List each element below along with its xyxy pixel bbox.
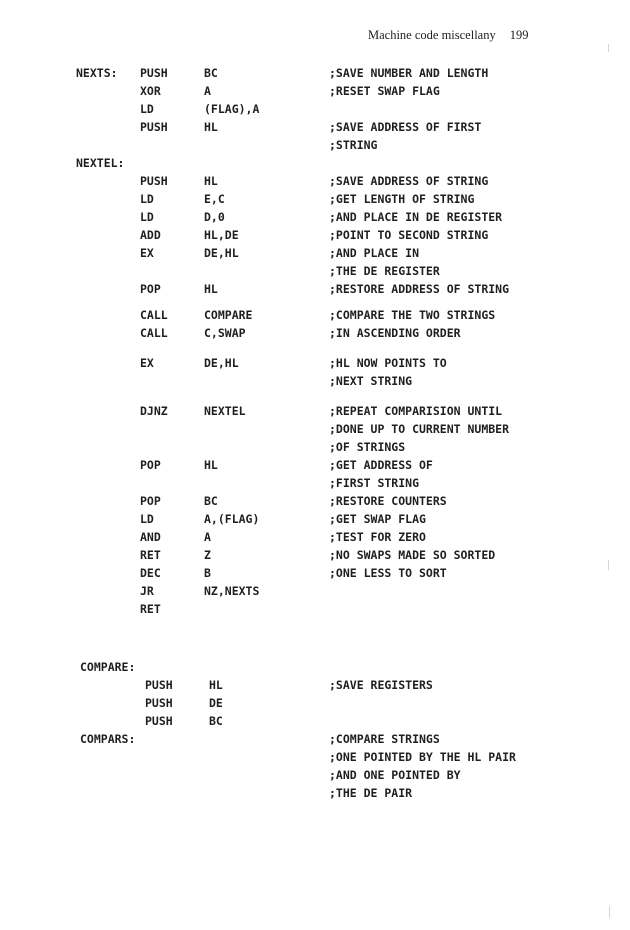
code-comment: ;IN ASCENDING ORDER <box>329 326 461 340</box>
code-operand: A <box>204 84 211 98</box>
code-operand: E,C <box>204 192 225 206</box>
code-operand: B <box>204 566 211 580</box>
code-opcode: DEC <box>140 566 161 580</box>
code-operand: HL,DE <box>204 228 239 242</box>
code-line <box>0 658 630 676</box>
spacer <box>0 342 630 354</box>
code-opcode: ADD <box>140 228 161 242</box>
code-comment: ;RESET SWAP FLAG <box>329 84 440 98</box>
code-comment: ;REPEAT COMPARISION UNTIL <box>329 404 503 418</box>
code-line <box>0 306 630 324</box>
code-comment: ;NEXT STRING <box>329 374 413 388</box>
page-number: 199 <box>509 28 529 42</box>
code-opcode: EX <box>140 356 154 370</box>
code-comment: ;THE DE PAIR <box>329 786 413 800</box>
code-operand: HL <box>204 458 218 472</box>
code-operand: DE,HL <box>204 246 239 260</box>
code-operand: A,(FLAG) <box>204 512 260 526</box>
code-operand: NZ,NEXTS <box>204 584 260 598</box>
code-line <box>0 118 630 136</box>
code-operand: DE <box>209 696 223 710</box>
code-opcode: PUSH <box>145 696 173 710</box>
code-comment: ;SAVE ADDRESS OF FIRST <box>329 120 482 134</box>
code-operand: BC <box>204 66 218 80</box>
code-opcode: PUSH <box>140 174 168 188</box>
code-operand: COMPARE <box>204 308 253 322</box>
code-label: COMPARS: <box>80 732 136 746</box>
code-line <box>0 784 630 802</box>
code-operand: HL <box>204 282 218 296</box>
code-opcode: CALL <box>140 308 168 322</box>
code-comment: ;TEST FOR ZERO <box>329 530 426 544</box>
code-opcode: LD <box>140 210 154 224</box>
code-line <box>0 582 630 600</box>
code-line <box>0 438 630 456</box>
code-line <box>0 154 630 172</box>
code-comment: ;DONE UP TO CURRENT NUMBER <box>329 422 510 436</box>
code-comment: ;HL NOW POINTS TO <box>329 356 447 370</box>
code-line <box>0 600 630 618</box>
code-line <box>0 354 630 372</box>
code-line <box>0 694 630 712</box>
code-operand: BC <box>204 494 218 508</box>
code-comment: ;SAVE REGISTERS <box>329 678 433 692</box>
code-comment: ;GET ADDRESS OF <box>329 458 433 472</box>
code-comment: ;FIRST STRING <box>329 476 420 490</box>
code-opcode: RET <box>140 548 161 562</box>
code-line <box>0 676 630 694</box>
code-opcode: PUSH <box>140 66 168 80</box>
code-comment: ;NO SWAPS MADE SO SORTED <box>329 548 496 562</box>
code-operand: BC <box>209 714 223 728</box>
code-operand: NEXTEL <box>204 404 246 418</box>
code-line <box>0 730 630 748</box>
code-label: NEXTEL: <box>76 156 125 170</box>
code-opcode: PUSH <box>145 714 173 728</box>
code-operand: (FLAG),A <box>204 102 260 116</box>
code-comment: ;AND PLACE IN <box>329 246 420 260</box>
code-opcode: PUSH <box>140 120 168 134</box>
code-opcode: POP <box>140 458 161 472</box>
code-line <box>0 208 630 226</box>
code-opcode: LD <box>140 102 154 116</box>
code-opcode: AND <box>140 530 161 544</box>
code-comment: ;SAVE NUMBER AND LENGTH <box>329 66 489 80</box>
code-comment: ;AND ONE POINTED BY <box>329 768 461 782</box>
spacer <box>0 618 630 658</box>
code-comment: ;RESTORE ADDRESS OF STRING <box>329 282 510 296</box>
code-line <box>0 456 630 474</box>
code-opcode: POP <box>140 494 161 508</box>
code-comment: ;GET LENGTH OF STRING <box>329 192 475 206</box>
code-opcode: RET <box>140 602 161 616</box>
code-line <box>0 528 630 546</box>
code-line <box>0 372 630 390</box>
code-opcode: LD <box>140 192 154 206</box>
code-line <box>0 324 630 342</box>
code-line <box>0 766 630 784</box>
code-comment: ;POINT TO SECOND STRING <box>329 228 489 242</box>
code-line <box>0 64 630 82</box>
code-line <box>0 244 630 262</box>
code-line <box>0 172 630 190</box>
code-operand: HL <box>204 120 218 134</box>
scan-artifact <box>608 560 609 570</box>
code-line <box>0 492 630 510</box>
code-line <box>0 546 630 564</box>
code-opcode: CALL <box>140 326 168 340</box>
chapter-title: Machine code miscellany <box>368 28 496 42</box>
code-line <box>0 712 630 730</box>
code-opcode: JR <box>140 584 154 598</box>
code-operand: Z <box>204 548 211 562</box>
code-comment: ;ONE POINTED BY THE HL PAIR <box>329 750 516 764</box>
code-line <box>0 82 630 100</box>
code-line <box>0 280 630 298</box>
code-comment: ;COMPARE THE TWO STRINGS <box>329 308 496 322</box>
code-operand: C,SWAP <box>204 326 246 340</box>
code-line <box>0 226 630 244</box>
code-comment: ;AND PLACE IN DE REGISTER <box>329 210 503 224</box>
code-opcode: LD <box>140 512 154 526</box>
spacer <box>0 298 630 306</box>
code-comment: ;OF STRINGS <box>329 440 406 454</box>
code-opcode: PUSH <box>145 678 173 692</box>
code-line <box>0 420 630 438</box>
code-comment: ;ONE LESS TO SORT <box>329 566 447 580</box>
code-comment: ;THE DE REGISTER <box>329 264 440 278</box>
code-line <box>0 262 630 280</box>
code-operand: HL <box>209 678 223 692</box>
code-opcode: DJNZ <box>140 404 168 418</box>
code-line <box>0 100 630 118</box>
code-line <box>0 190 630 208</box>
code-comment: ;STRING <box>329 138 378 152</box>
running-header <box>368 28 528 43</box>
code-operand: A <box>204 530 211 544</box>
code-line <box>0 402 630 420</box>
code-comment: ;RESTORE COUNTERS <box>329 494 447 508</box>
code-label: NEXTS: <box>76 66 118 80</box>
spacer <box>0 390 630 402</box>
code-line <box>0 748 630 766</box>
code-line <box>0 510 630 528</box>
assembly-listing <box>0 64 630 802</box>
code-opcode: EX <box>140 246 154 260</box>
scan-artifact <box>609 906 610 918</box>
code-line <box>0 564 630 582</box>
code-comment: ;SAVE ADDRESS OF STRING <box>329 174 489 188</box>
code-operand: DE,HL <box>204 356 239 370</box>
code-line <box>0 136 630 154</box>
code-comment: ;COMPARE STRINGS <box>329 732 440 746</box>
code-opcode: POP <box>140 282 161 296</box>
code-comment: ;GET SWAP FLAG <box>329 512 426 526</box>
code-operand: D,0 <box>204 210 225 224</box>
code-label: COMPARE: <box>80 660 136 674</box>
code-line <box>0 474 630 492</box>
scan-artifact <box>608 44 609 52</box>
code-operand: HL <box>204 174 218 188</box>
code-opcode: XOR <box>140 84 161 98</box>
